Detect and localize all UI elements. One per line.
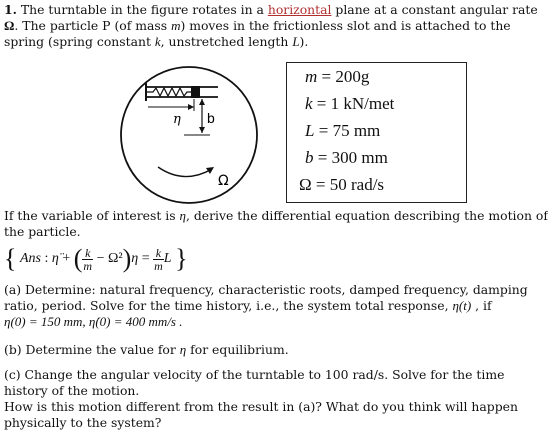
param-symbol: m [305,67,318,86]
param-equals: = [313,148,332,167]
brace-right: } [175,244,188,273]
problem-text: The turntable in the figure rotates in a [16,2,268,17]
param-equals: = [317,67,336,86]
part-c-text: (c) Change the angular velocity of the turntable to 100 rad/s. Solve for the time [4,367,505,382]
intro-line-1 [4,208,548,223]
part-b-text: (b) Determine the value for [4,342,180,357]
ans-label: Ans [19,251,41,267]
mass-symbol: m [171,18,181,33]
frac-num: k [153,247,164,260]
param-equals: = [312,94,331,113]
param-row-k [305,94,484,114]
k-symbol: k [154,34,161,49]
parameters-box [286,62,467,203]
part-c-line-2 [4,383,139,398]
L-term: L [163,251,172,267]
problem-text: . The particle P (of mass [14,18,172,33]
intro-text: If the variable of interest is [4,208,180,223]
omega-symbol: Ω [4,18,15,33]
brace-left: { [4,244,17,273]
param-value: 50 rad/s [329,175,385,194]
label-eta: η [173,112,181,127]
spring [147,88,192,96]
minus-omega-sq: − Ω² [93,251,123,267]
problem-line-1 [4,2,538,17]
eta-of-t: η(t) [452,298,472,313]
problem-line-3 [4,34,308,49]
part-b-text: for equilibrium. [186,342,289,357]
part-a-text: (a) Determine: natural frequency, characteristic roots, damped frequency, damping [4,282,528,297]
paren-left: ( [73,244,83,273]
turntable-figure [6,57,276,205]
L-symbol: L [292,34,300,49]
problem-number: 1. [4,2,17,17]
param-value: 75 mm [332,121,381,140]
param-symbol: Ω [299,175,312,194]
problem-text: ) moves in the frictionless slot and is attached to the [180,18,511,33]
k-over-m [82,247,93,272]
problem-text: spring (spring constant [4,34,155,49]
part-a-text: , if [471,298,492,313]
paren-right: ) [122,244,132,273]
part-a-line-3 [4,314,182,329]
problem-text: ). [299,34,309,49]
param-equals: = [314,121,333,140]
param-symbol: L [305,121,315,140]
part-c-text: history of the motion. [4,383,140,398]
label-omega: Ω [218,173,229,189]
param-row-b [305,148,484,168]
intro-line-2 [4,224,81,239]
frac-den: m [154,258,163,273]
intro-text: the particle. [4,224,81,239]
plus-sign: + [58,251,74,267]
rotation-arrow [158,167,212,177]
param-row-mass [305,67,484,87]
part-c-text: How is this motion different from the result in (a)? What do you think will happen [4,399,518,414]
part-a-text: ratio, period. Solve for the time history, i.e., the system total response, [4,298,453,313]
particle-p [191,86,200,98]
part-a-line-2 [4,298,492,313]
frac-num: k [82,247,93,260]
param-equals: = [311,175,330,194]
initial-conditions: η(0) = 150 mm, η̇(0) = 400 mm/s . [4,314,183,329]
part-b-line [4,342,289,357]
answer-equation [4,244,244,278]
part-a-line-1 [4,282,528,297]
b-arrow-bottom [199,127,205,133]
param-value: 300 mm [331,148,388,167]
param-symbol: b [305,148,314,167]
horizontal-link[interactable]: horizontal [267,2,332,17]
problem-text: , unstretched length [160,34,293,49]
param-symbol: k [305,94,313,113]
part-c-line-1 [4,367,504,382]
ans-colon: : [40,251,52,267]
problem-text: plane at a constant angular rate [331,2,538,17]
eta-arrow-right [188,104,194,110]
param-row-L [305,121,484,141]
part-c-line-4 [4,415,161,430]
param-value: 1 kN/met [330,94,395,113]
eta-symbol: η [179,342,187,357]
k-over-m-rhs [153,247,164,272]
label-b: b [207,110,215,126]
eta: η [131,251,139,267]
equals-sign: = [138,251,154,267]
param-value: 200g [335,67,370,86]
eta-ddot: η̈ [51,251,59,267]
problem-line-2 [4,18,511,33]
frac-den: m [83,258,93,273]
intro-text: , derive the differential equation describing the motion of [185,208,548,223]
rotation-arrowhead [206,167,214,174]
eta-symbol: η [179,208,186,223]
b-arrow-top [199,99,205,105]
part-c-text: physically to the system? [4,415,162,430]
part-c-line-3 [4,399,518,414]
param-row-omega [299,175,478,195]
